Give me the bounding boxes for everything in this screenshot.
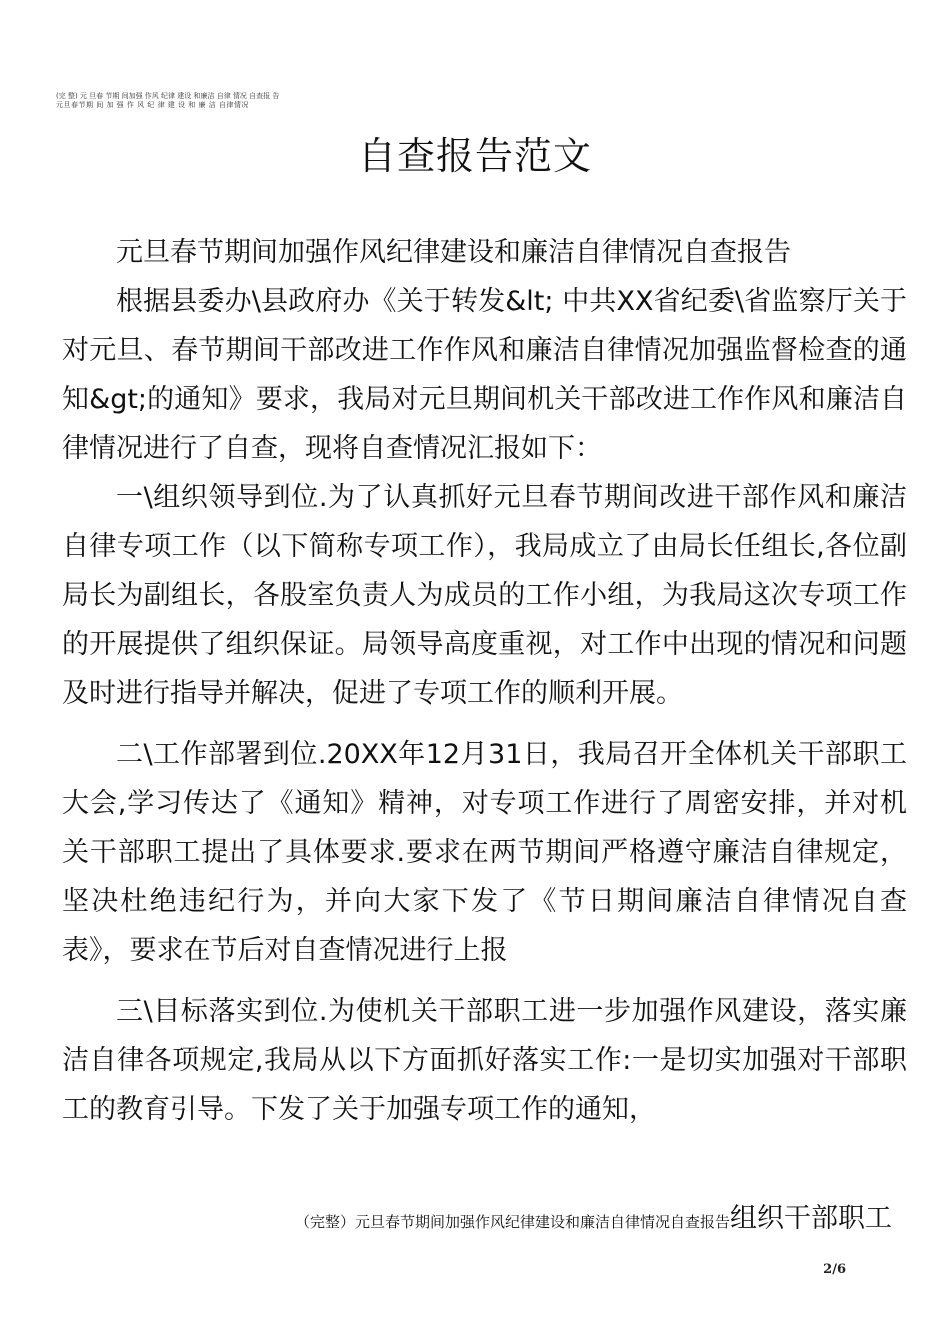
- running-header: [56, 92, 476, 110]
- running-header-line-1: (完 整) 元 旦春 节期 间加强 作风 纪律 建设 和廉洁 自律 情况 自查报 告: [56, 92, 280, 100]
- running-header-line-2: 元旦春节期 间 加 强 作 风 纪 律 建 设 和 廉 洁 自律情况: [56, 101, 249, 109]
- paragraph-intro: 根据县委办\县政府办《关于转发&lt; 中共XX省纪委\省监察厅关于对元旦、春节期间干部改进工作作风和廉洁自律情况加强监督检查的通知&gt;的通知》要求，我局对元旦期间机关干部改进工作作风和廉洁自律情况进行了自查，现将自查情况汇报如下：: [62, 286, 907, 464]
- footer-line: [295, 1196, 892, 1235]
- page-number: 2/6: [823, 1262, 846, 1277]
- paragraph-subtitle: 元旦春节期间加强作风纪律建设和廉洁自律情况自查报告: [116, 237, 791, 268]
- footer-big-text: 组织干部职工: [730, 1203, 892, 1234]
- page-title: 自查报告范文: [357, 134, 592, 178]
- paragraph-section-1: 一\组织领导到位.为了认真抓好元旦春节期间改进干部作风和廉洁自律专项工作（以下简称专项工作），我局成立了由局长任组长,各位副局长为副组长，各股室负责人为成员的工作小组，为我局这次专项工作的开展提供了组织保证。局领导高度重视，对工作中出现的情况和问题及时进行指导并解决，促进了专项工作的顺利开展。: [62, 482, 907, 709]
- paragraph-section-2: 二\工作部署到位.20XX年12月31日，我局召开全体机关干部职工大会,学习传达了《通知》精神，对专项工作进行了周密安排，并对机关干部职工提出了具体要求.要求在两节期间严格遵守廉洁自律规定，坚决杜绝违纪行为，并向大家下发了《节日期间廉洁自律情况自查表》，要求在节后对自查情况进行上报: [62, 739, 907, 966]
- paragraph-section-3: 三\目标落实到位.为使机关干部职工进一步加强作风建设，落实廉洁自律各项规定,我局从以下方面抓好落实工作:一是切实加强对干部职工的教育引导。下发了关于加强专项工作的通知，: [62, 996, 907, 1125]
- document-body: [62, 228, 907, 1134]
- footer-small-text: （完整）元旦春节期间加强作风纪律建设和廉洁自律情况自查报告: [294, 1213, 730, 1231]
